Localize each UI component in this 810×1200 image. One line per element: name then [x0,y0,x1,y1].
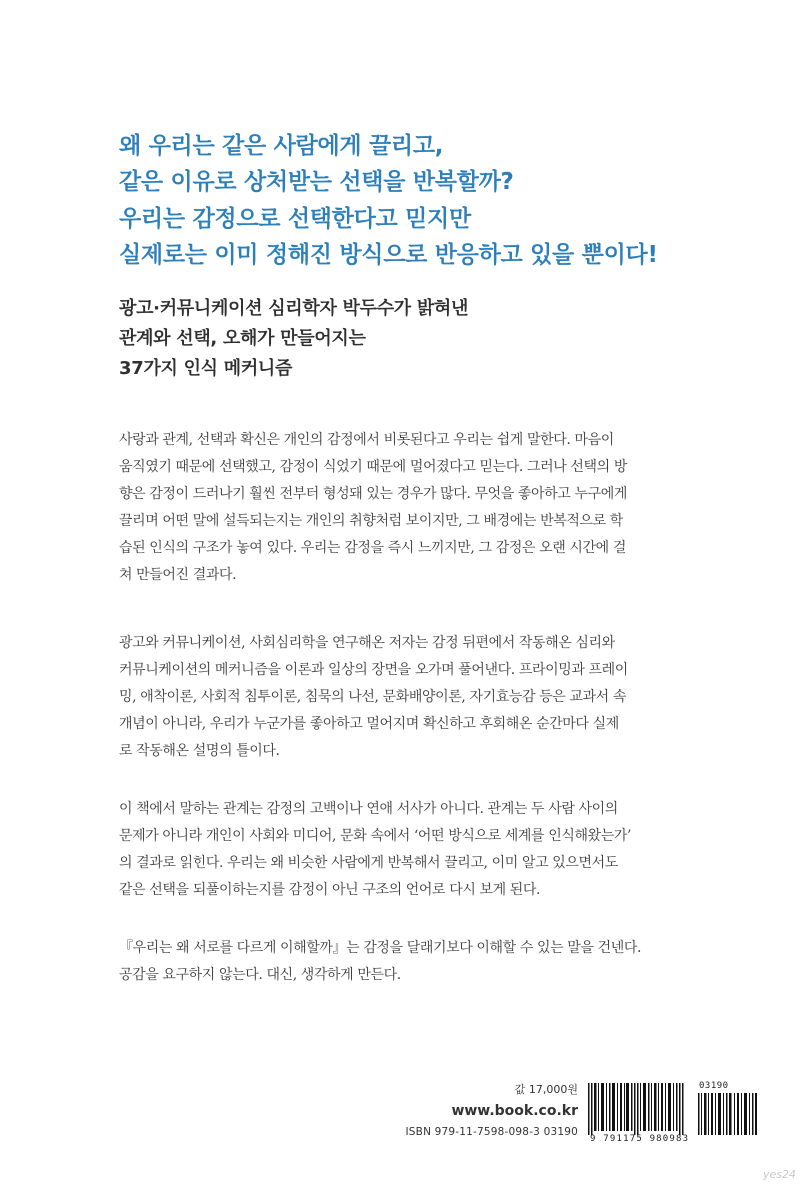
subheading [119,294,719,384]
paragraph-line: 사랑과 관계, 선택과 확신은 개인의 감정에서 비롯된다고 우리는 쉽게 말한다. 마음이 [119,432,614,448]
paragraph-line: 의 결과로 읽힌다. 우리는 왜 비슷한 사람에게 반복해서 끌리고, 이미 알고 있으면서도 [119,855,618,871]
paragraph-line: 향은 감정이 드러나기 훨씬 전부터 형성돼 있는 경우가 많다. 무엇을 좋아하고 누구에게 [119,486,627,502]
isbn: ISBN 979-11-7598-098-3 03190 [405,1126,578,1138]
isbn-barcode [588,1081,768,1147]
paragraph-line: 같은 선택을 되풀이하는지를 감정이 아닌 구조의 언어로 다시 보게 된다. [119,882,541,898]
paragraph-2 [119,630,699,765]
paragraph-line: 광고와 커뮤니케이션, 사회심리학을 연구해온 저자는 감정 뒤편에서 작동해온 심리와 [119,635,615,651]
subheading-line-1: 광고·커뮤니케이션 심리학자 박두수가 밝혀낸 [119,298,469,319]
headline-question [119,128,759,200]
paragraph-line: 문제가 아니라 개인이 사회와 미디어, 문화 속에서 ‘어떤 방식으로 세계를 인식해왔는가’ [119,828,631,844]
paragraph-line: 개념이 아니라, 우리가 누군가를 좋아하고 멀어지며 확신하고 후회해온 순간마다 실제 [119,716,619,732]
paragraph-line: 끌리며 어떤 말에 설득되는지는 개인의 취향처럼 보이지만, 그 배경에는 반복적으로 학 [119,513,623,529]
website: www.book.co.kr [451,1103,578,1119]
headline-question-line-2: 같은 이유로 상처받는 선택을 반복할까? [119,169,514,195]
paragraph-1 [119,427,699,589]
paragraph-line: 움직였기 때문에 선택했고, 감정이 식었기 때문에 멀어졌다고 믿는다. 그러나 선택의 방 [119,459,627,475]
barcode-addon-code: 03190 [699,1081,729,1091]
paragraph-line: 이 책에서 말하는 관계는 감정의 고백이나 연애 서사가 아니다. 관계는 두 사람 사이의 [119,801,618,817]
price: 값 17,000원 [514,1083,578,1096]
paragraph-line: 습된 인식의 구조가 놓여 있다. 우리는 감정을 즉시 느끼지만, 그 감정은 오랜 시간에 걸 [119,540,626,556]
subheading-line-2: 관계와 선택, 오해가 만들어지는 [119,328,366,349]
paragraph-line: 로 작동해온 설명의 틀이다. [119,743,280,759]
paragraph-4 [119,935,699,989]
barcode-digits: 9 791175 980983 [590,1134,690,1144]
headline-statement [119,201,759,273]
headline-statement-line-2: 실제로는 이미 정해진 방식으로 반응하고 있을 뿐이다! [119,242,658,268]
watermark: yes24 [763,1168,797,1181]
headline-statement-line-1: 우리는 감정으로 선택한다고 믿지만 [119,206,471,232]
subheading-line-3: 37가지 인식 메커니즘 [119,358,293,379]
headline-question-line-1: 왜 우리는 같은 사람에게 끌리고, [119,133,444,159]
paragraph-line: 공감을 요구하지 않는다. 대신, 생각하게 만든다. [119,967,401,983]
price-block [406,1081,579,1141]
paragraph-line: 커뮤니케이션의 메커니즘을 이론과 일상의 장면을 오가며 풀어낸다. 프라이밍과 프레이 [119,662,628,678]
paragraph-3 [119,796,699,904]
paragraph-line: 쳐 만들어진 결과다. [119,567,237,583]
paragraph-line: 밍, 애착이론, 사회적 침투이론, 침묵의 나선, 문화배양이론, 자기효능감 등은 교과서 속 [119,689,626,705]
paragraph-line: 『우리는 왜 서로를 다르게 이해할까』는 감정을 달래기보다 이해할 수 있는 말을 건넨다. [119,940,642,956]
